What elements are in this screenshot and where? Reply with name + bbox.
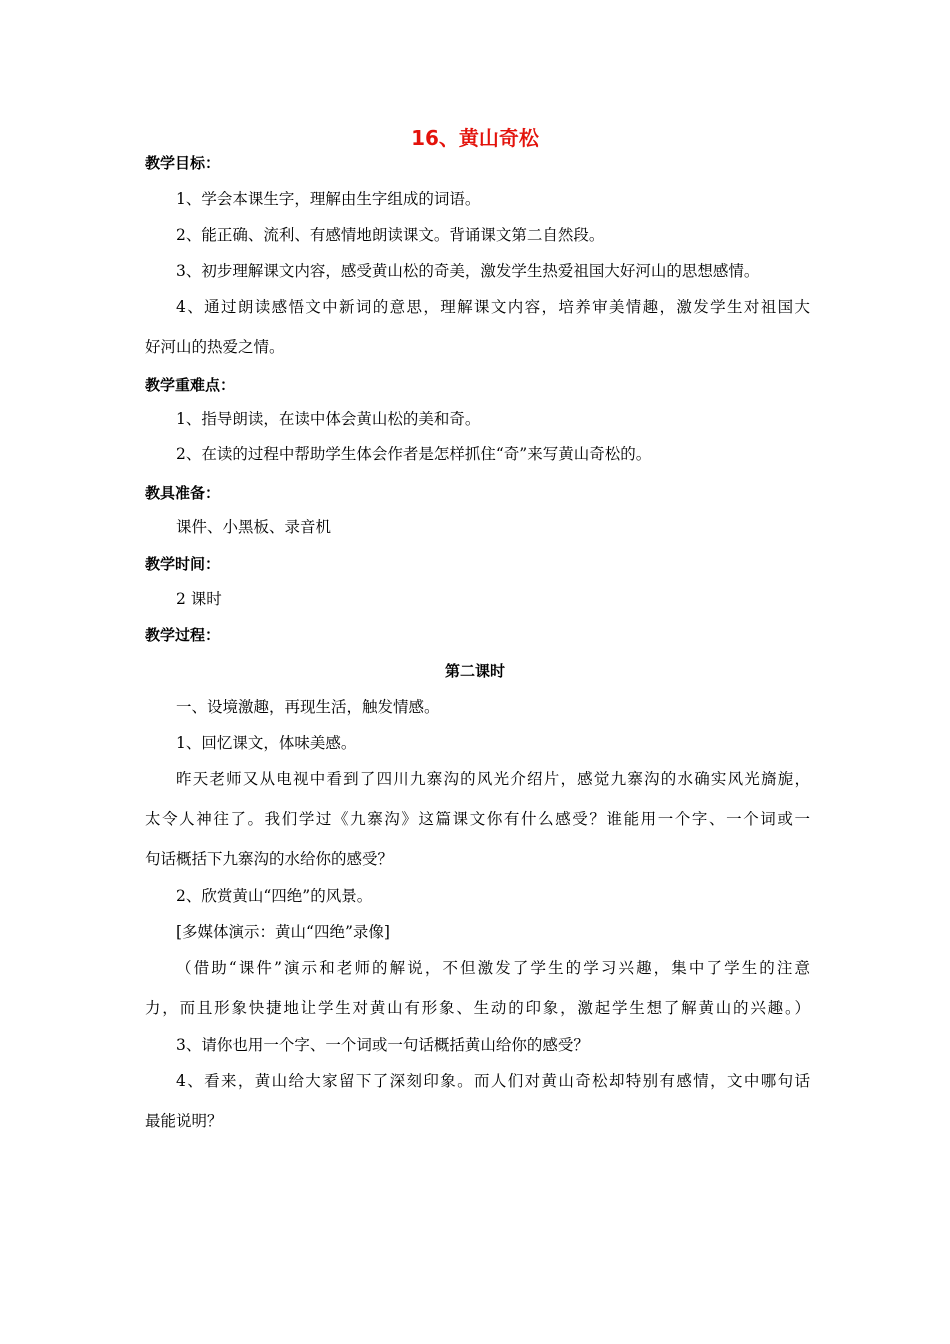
document-title: 16、黄山奇松	[411, 126, 539, 150]
process-line: 句话概括下九寨沟的水给你的感受？	[145, 850, 394, 868]
keypoint-item: 1、指导朗读，在读中体会黄山松的美和奇。	[176, 410, 481, 428]
keypoint-item: 2、在读的过程中帮助学生体会作者是怎样抓住“奇”来写黄山奇松的。	[176, 445, 652, 463]
process-line: 2、欣赏黄山“四绝”的风景。	[176, 887, 373, 905]
process-line: 1、回忆课文，体味美感。	[176, 734, 357, 752]
section-heading-process: 教学过程：	[145, 626, 221, 644]
process-line: 太令人神往了。我们学过《九寨沟》这篇课文你有什么感受？谁能用一个字、一个词或一	[145, 810, 810, 828]
tools-text: 课件、小黑板、录音机	[176, 518, 332, 536]
process-line: 一、设境激趣，再现生活，触发情感。	[176, 698, 440, 716]
process-line: 昨天老师又从电视中看到了四川九寨沟的风光介绍片，感觉九寨沟的水确实风光旖旎，	[176, 770, 810, 788]
lesson-heading: 第二课时	[444, 662, 505, 680]
time-text: 2 课时	[176, 590, 222, 608]
goal-item: 2、能正确、流利、有感情地朗读课文。背诵课文第二自然段。	[176, 226, 605, 244]
section-heading-keypoints: 教学重难点：	[145, 376, 236, 394]
section-heading-time: 教学时间：	[145, 555, 221, 573]
process-line: 最能说明？	[145, 1112, 223, 1130]
process-line: 3、请你也用一个字、一个词或一句话概括黄山给你的感受？	[176, 1036, 589, 1054]
process-line: 力，而且形象快捷地让学生对黄山有形象、生动的印象，激起学生想了解黄山的兴趣。）	[145, 999, 810, 1017]
section-heading-goals: 教学目标：	[145, 154, 221, 172]
process-line: （借助“课件”演示和老师的解说，不但激发了学生的学习兴趣，集中了学生的注意	[176, 959, 810, 977]
goal-item: 3、初步理解课文内容，感受黄山松的奇美，激发学生热爱祖国大好河山的思想感情。	[176, 262, 760, 280]
goal-item-continuation: 好河山的热爱之情。	[145, 338, 285, 356]
section-heading-tools: 教具准备：	[145, 484, 221, 502]
process-line: 4、看来，黄山给大家留下了深刻印象。而人们对黄山奇松却特别有感情，文中哪句话	[176, 1072, 810, 1090]
process-line: [多媒体演示：黄山“四绝”录像]	[176, 923, 390, 941]
goal-item: 4、通过朗读感悟文中新词的意思，理解课文内容，培养审美情趣，激发学生对祖国大	[176, 298, 810, 316]
goal-item: 1、学会本课生字，理解由生字组成的词语。	[176, 190, 481, 208]
